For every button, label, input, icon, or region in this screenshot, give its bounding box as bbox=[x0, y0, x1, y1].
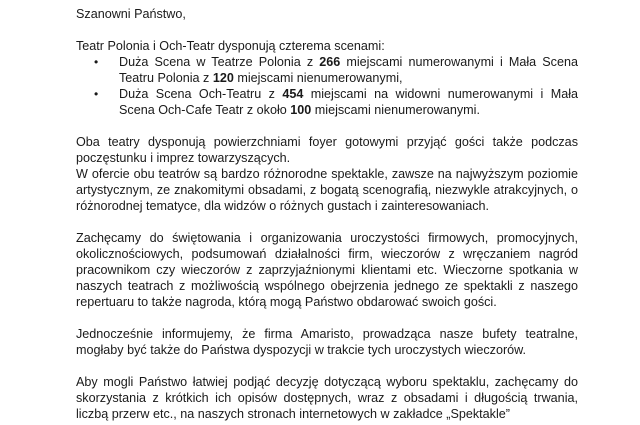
venue-text-pre: Duża Scena w Teatrze Polonia z bbox=[119, 55, 320, 69]
buffet-paragraph: Jednocześnie informujemy, że firma Amaristo, prowadząca nasze bufety teatralne, mogłaby być także do Państwa dyspozycji w trakcie tych uroczystych wieczorów. bbox=[76, 327, 578, 357]
greeting: Szanowni Państwo, bbox=[76, 7, 186, 21]
bullet-icon: • bbox=[94, 55, 99, 69]
venue-seat-count: 100 bbox=[290, 103, 312, 117]
foyer-paragraph: Oba teatry dysponują powierzchniami foyer gotowymi przyjąć gości także podczas poczęstunku i imprez towarzyszących. bbox=[76, 135, 578, 165]
letter-body bbox=[76, 6, 578, 422]
venue-text-post: miejscami nienumerowanymi. bbox=[311, 103, 480, 117]
offer-paragraph: W ofercie obu teatrów są bardzo różnorodne spektakle, zawsze na najwyższym poziomie artystycznym, ze znakomitymi obsadami, z bogatą scenografią, niezwykle atrakcyjnych, o różnorodnej tematyce, dla widzów o różnych gustach i zainteresowaniach. bbox=[76, 167, 578, 213]
venue-seat-count: 120 bbox=[212, 71, 234, 85]
list-item bbox=[76, 54, 578, 86]
venue-seat-count: 454 bbox=[282, 87, 304, 101]
bullet-icon: • bbox=[94, 87, 99, 101]
venue-text-mid: miejscami na widowni numerowanymi i Mała Scena Och-Cafe Teatr z około bbox=[119, 87, 578, 117]
venue-text-mid: miejscami numerowanymi i Mała Scena Teatru Polonia z bbox=[119, 55, 578, 85]
choose-paragraph: Aby mogli Państwo łatwiej podjąć decyzję dotyczącą wyboru spektaklu, zachęcamy do skorzystania z krótkich ich opisów dostępnych, wraz z obsadami i długością trwania, liczbą przerw etc., na naszych stronach internetowych w zakładce „Spektakle” bbox=[76, 375, 578, 421]
venue-text-pre: Duża Scena Och-Teatru z bbox=[119, 87, 283, 101]
venue-text-post: miejscami nienumerowanymi, bbox=[233, 71, 403, 85]
celebrate-paragraph: Zachęcamy do świętowania i organizowania uroczystości firmowych, promocyjnych, okolicznościowych, podsumowań działalności firm, wieczorów z wręczaniem nagród pracownikom czy wieczorów z zaprzyjaźnionymi klientami etc. Wieczorne spotkania w naszych teatrach z możliwością wspólnego obejrzenia jednego ze spektakli z naszego repertuaru to także nagroda, którą mogą Państwo obdarować swoich gości. bbox=[76, 231, 578, 309]
venue-seat-count: 266 bbox=[319, 55, 341, 69]
list-item bbox=[76, 86, 578, 118]
intro-paragraph: Teatr Polonia i Och-Teatr dysponują czterema scenami: bbox=[76, 39, 385, 53]
venues-list bbox=[76, 54, 578, 118]
